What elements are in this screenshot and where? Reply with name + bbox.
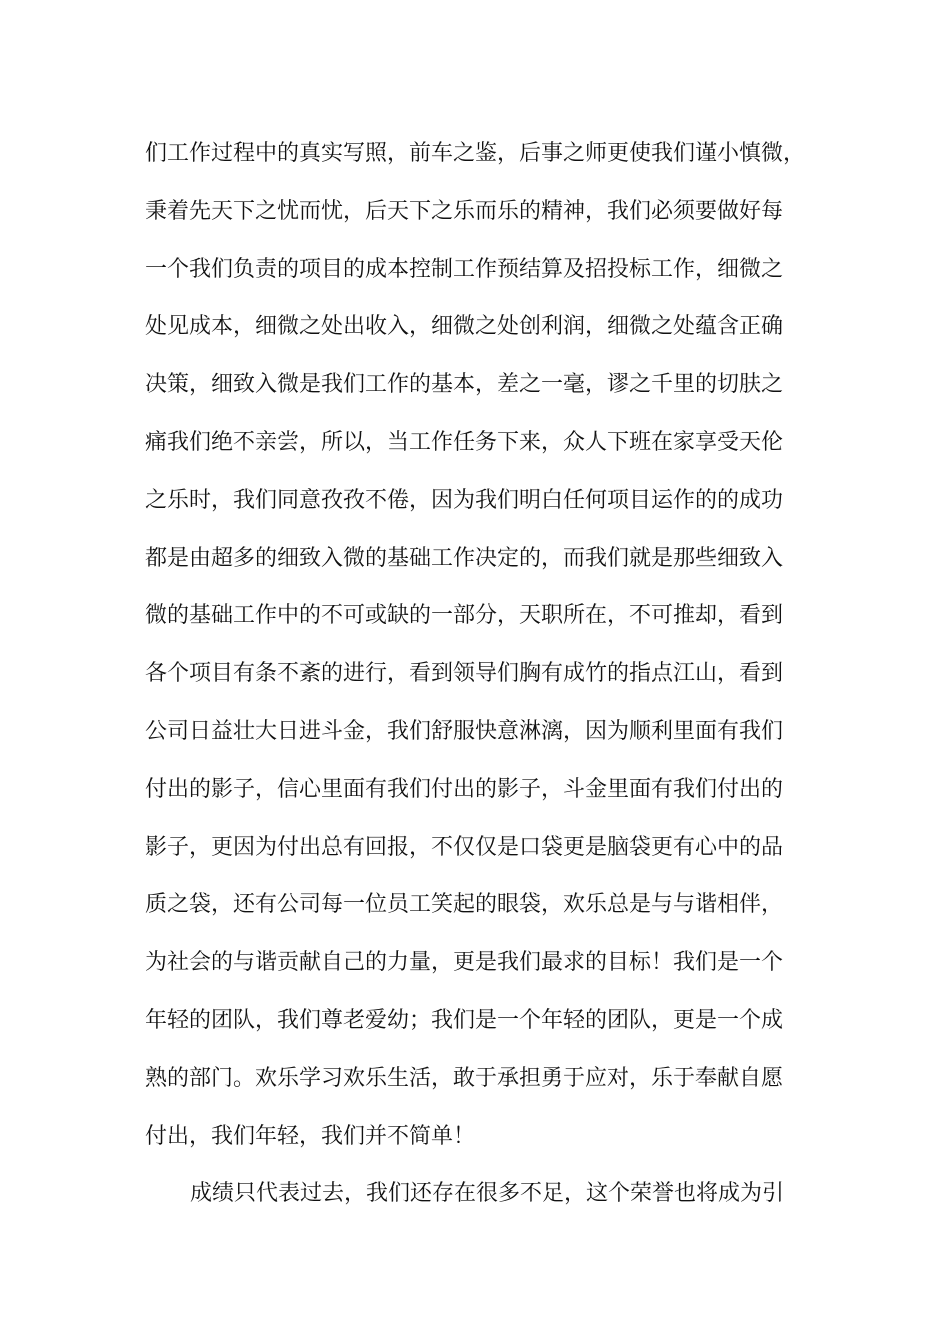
text-line: 各个项目有条不紊的进行，看到领导们胸有成竹的指点江山，看到 <box>145 661 784 687</box>
text-line: 为社会的与谐贡献自己的力量，更是我们最求的目标！我们是一个 <box>145 950 784 976</box>
text-line: 们工作过程中的真实写照，前车之鉴，后事之师更使我们谨小慎微， <box>145 141 806 166</box>
text-line: 年轻的团队，我们尊老爱幼；我们是一个年轻的团队，更是一个成 <box>145 1007 784 1033</box>
text-line: 影子，更因为付出总有回报，不仅仅是口袋更是脑袋更有心中的品 <box>145 834 784 860</box>
text-line: 都是由超多的细致入微的基础工作决定的，而我们就是那些细致入 <box>145 545 784 571</box>
text-line: 处见成本，细微之处出收入，细微之处创利润，细微之处蕴含正确 <box>145 314 784 340</box>
text-line: 一个我们负责的项目的成本控制工作预结算及招投标工作，细微之 <box>145 256 784 282</box>
paragraph-first-line: 成绩只代表过去，我们还存在很多不足，这个荣誉也将成为引 <box>190 1181 785 1207</box>
text-line: 付出的影子，信心里面有我们付出的影子，斗金里面有我们付出的 <box>145 776 784 802</box>
text-line: 熟的部门。欢乐学习欢乐生活，敢于承担勇于应对，乐于奉献自愿 <box>145 1065 784 1091</box>
text-line: 之乐时，我们同意孜孜不倦，因为我们明白任何项目运作的的成功 <box>145 487 784 513</box>
text-line: 秉着先天下之忧而忧，后天下之乐而乐的精神，我们必须要做好每 <box>145 198 784 224</box>
text-line: 公司日益壮大日进斗金，我们舒服快意淋漓，因为顺利里面有我们 <box>145 718 784 744</box>
text-line: 微的基础工作中的不可或缺的一部分，天职所在，不可推却，看到 <box>145 603 784 629</box>
text-line: 决策，细致入微是我们工作的基本，差之一毫，谬之千里的切肤之 <box>145 372 784 398</box>
text-line: 质之袋，还有公司每一位员工笑起的眼袋，欢乐总是与与谐相伴， <box>145 892 784 918</box>
body-text <box>145 125 825 1223</box>
text-line: 痛我们绝不亲尝，所以，当工作任务下来，众人下班在家享受天伦 <box>145 429 784 455</box>
text-line: 付出，我们年轻，我们并不简单！ <box>145 1123 476 1149</box>
